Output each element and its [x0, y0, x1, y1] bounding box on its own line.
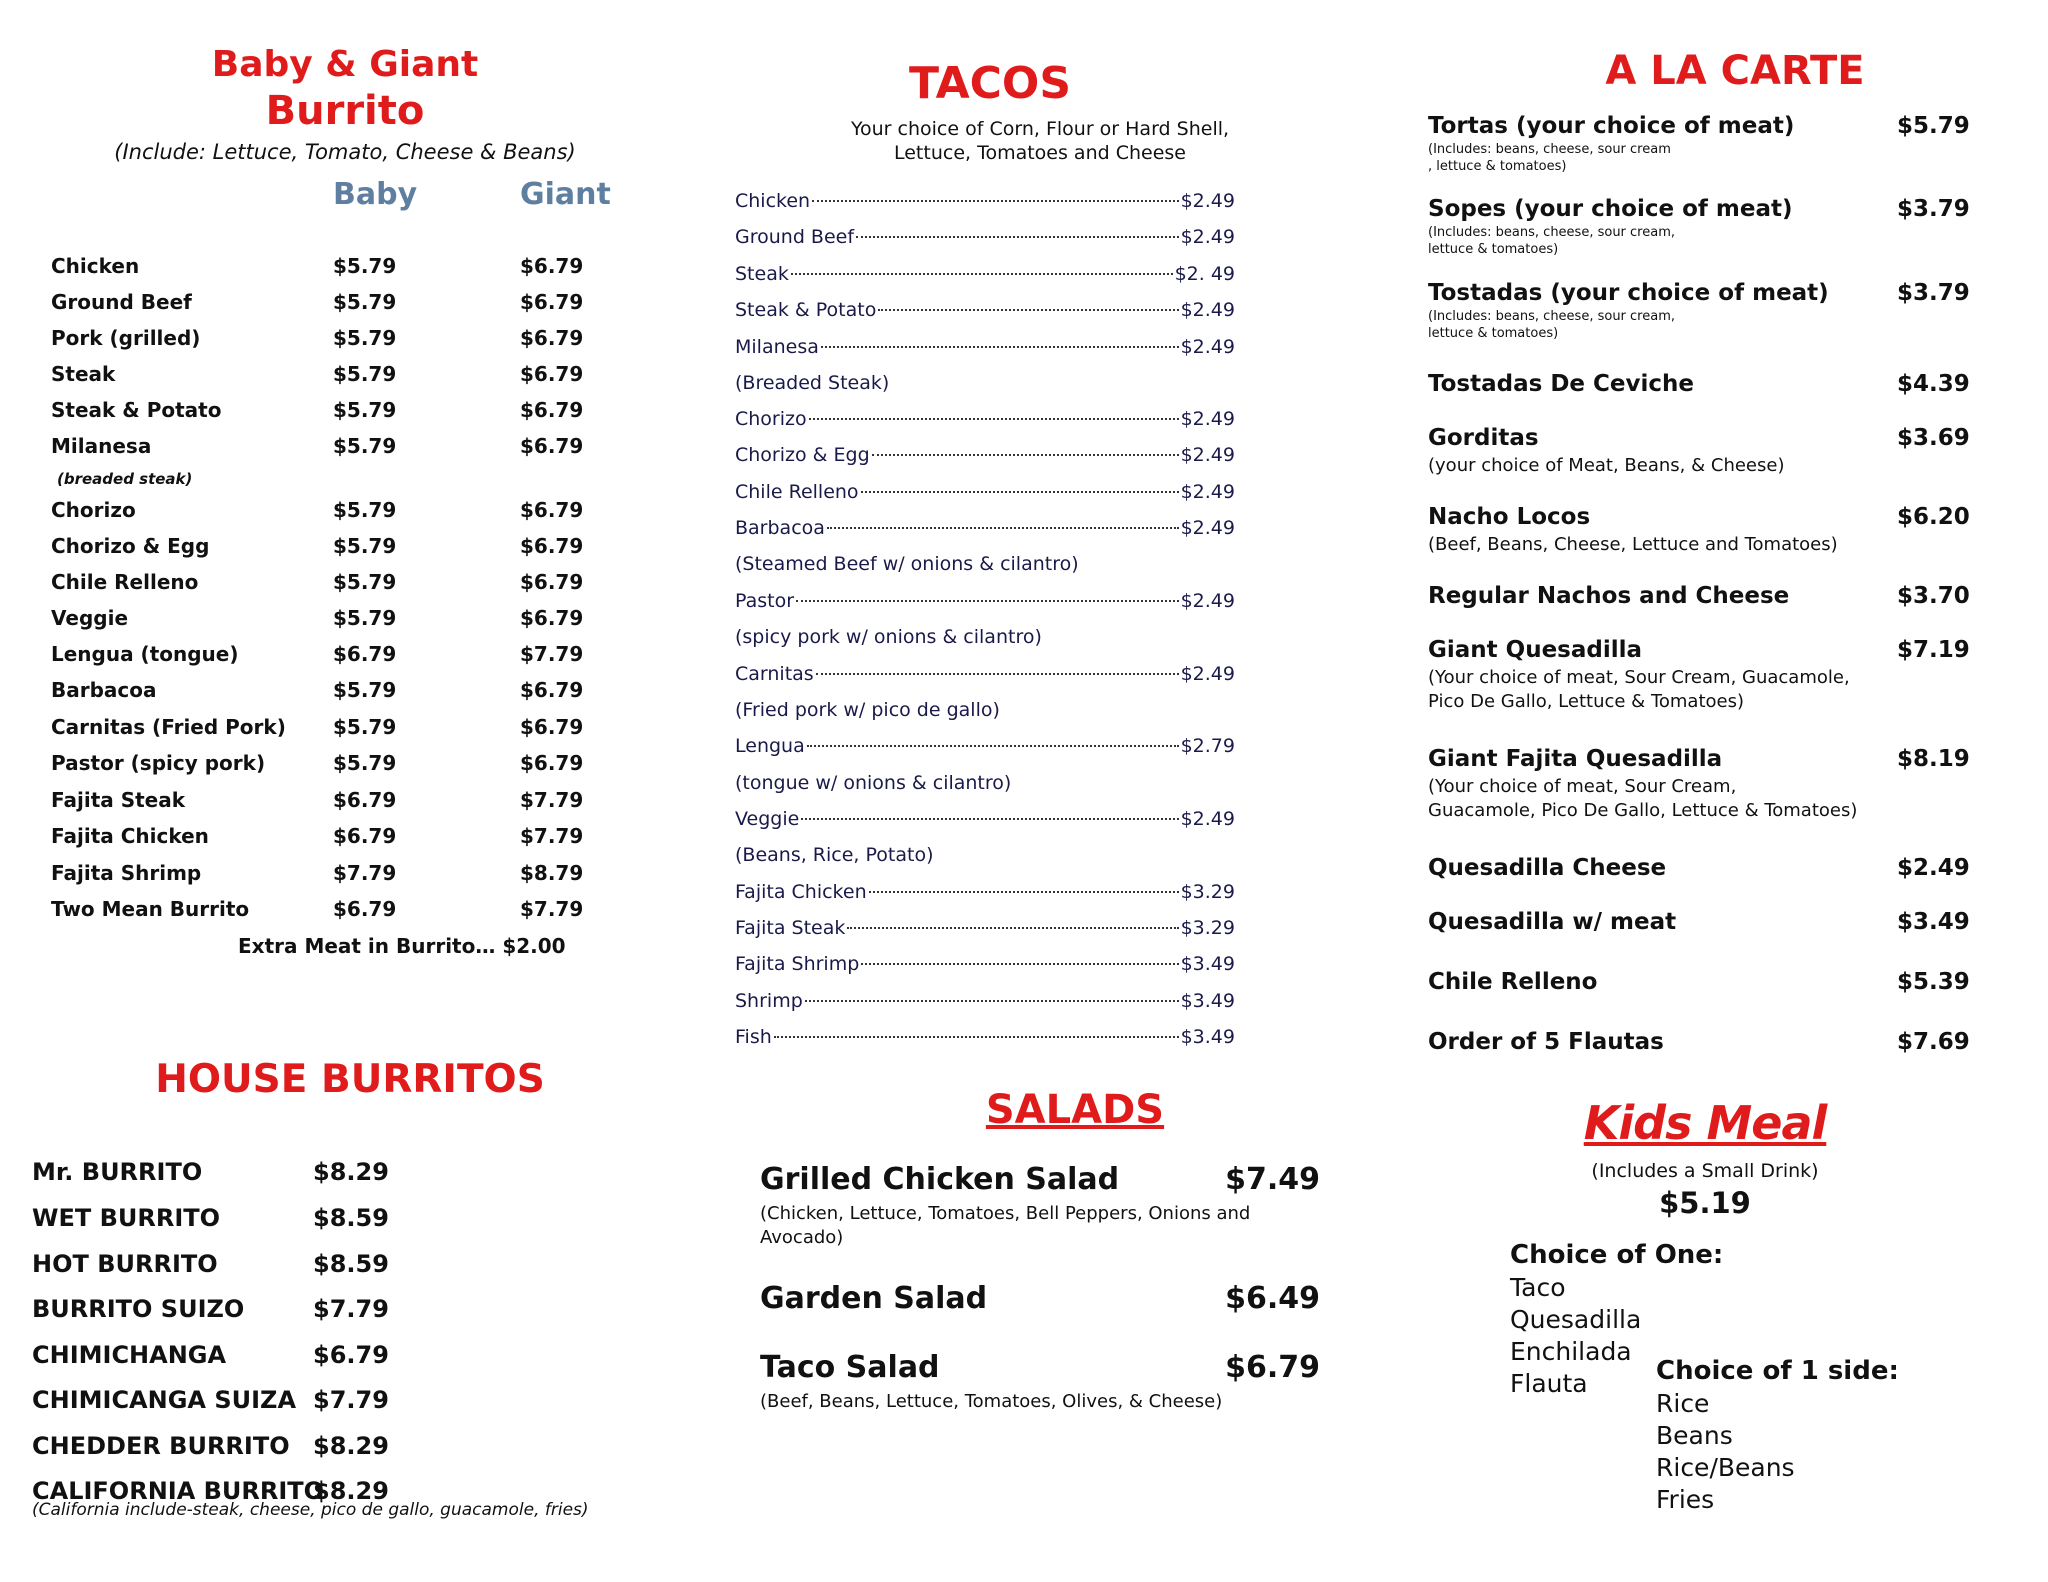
dot-leader	[861, 963, 1178, 965]
item-name: WET BURRITO	[32, 1204, 221, 1232]
item-price: $8.29	[313, 1158, 389, 1186]
item-name: Order of 5 Flautas	[1428, 1029, 1664, 1055]
item-name: Sopes (your choice of meat)	[1428, 196, 1793, 222]
choice-option: Taco	[1510, 1273, 1566, 1302]
dot-leader	[816, 673, 1179, 675]
item-name: Quesadilla w/ meat	[1428, 909, 1677, 935]
item-description: (Beef, Beans, Lettuce, Tomatoes, Olives, & Cheese)	[760, 1391, 1223, 1412]
item-price: $6.49	[1225, 1281, 1320, 1316]
item-name: Tostadas De Ceviche	[1428, 371, 1694, 397]
baby-price: $5.79	[333, 398, 397, 422]
item-price: $3.29	[1180, 917, 1235, 939]
item-name: Lengua (tongue)	[51, 642, 239, 666]
item-price: $2.49	[1180, 299, 1235, 321]
carnitas-description: (Fried pork w/ pico de gallo)	[735, 699, 1000, 721]
giant-price: $6.79	[520, 362, 584, 386]
item-price: $8.29	[313, 1432, 389, 1460]
extra-meat-note: Extra Meat in Burrito… $2.00	[238, 934, 566, 958]
item-name: CHEDDER BURRITO	[32, 1432, 290, 1460]
baby-price: $5.79	[333, 715, 397, 739]
item-name: Barbacoa	[51, 678, 157, 702]
baby-price: $5.79	[333, 498, 397, 522]
choice-one-label: Choice of One:	[1510, 1240, 1724, 1270]
taco-row	[735, 408, 1235, 436]
baby-price: $5.79	[333, 534, 397, 558]
item-name: Two Mean Burrito	[51, 897, 250, 921]
dot-leader	[827, 527, 1179, 529]
item-name: Milanesa	[735, 336, 819, 358]
item-name: Nacho Locos	[1428, 504, 1591, 530]
item-name: Pastor (spicy pork)	[51, 751, 266, 775]
item-name: Fajita Chicken	[51, 824, 209, 848]
item-price: $2. 49	[1174, 263, 1235, 285]
baby-price: $6.79	[333, 642, 397, 666]
item-name: CHIMICHANGA	[32, 1341, 227, 1369]
item-name: Mr. BURRITO	[32, 1158, 203, 1186]
baby-price: $5.79	[333, 290, 397, 314]
side-option: Fries	[1656, 1485, 1715, 1514]
kids-meal-title: Kids Meal	[1583, 1096, 1827, 1150]
salads-title: SALADS	[985, 1087, 1165, 1133]
taco-row	[735, 808, 1235, 836]
giant-price: $6.79	[520, 254, 584, 278]
item-name: Garden Salad	[760, 1281, 988, 1316]
item-price: $2.49	[1180, 590, 1235, 612]
baby-price: $5.79	[333, 678, 397, 702]
taco-row	[735, 917, 1235, 945]
item-price: $3.70	[1897, 583, 1970, 609]
baby-price: $5.79	[333, 254, 397, 278]
item-name: Fajita Steak	[51, 788, 186, 812]
item-price: $3.49	[1180, 953, 1235, 975]
giant-price: $6.79	[520, 534, 584, 558]
veggie-description: (Beans, Rice, Potato)	[735, 844, 934, 866]
item-price: $2.49	[1180, 408, 1235, 430]
item-name: Giant Fajita Quesadilla	[1428, 746, 1723, 772]
taco-row	[735, 735, 1235, 763]
giant-price: $6.79	[520, 715, 584, 739]
dot-leader	[872, 454, 1179, 456]
item-name: Chile Relleno	[735, 481, 859, 503]
item-name: Carnitas	[735, 663, 814, 685]
item-name: Chile Relleno	[51, 570, 199, 594]
item-price: $2.49	[1180, 517, 1235, 539]
giant-price: $6.79	[520, 751, 584, 775]
taco-row	[735, 444, 1235, 472]
giant-price: $7.79	[520, 642, 584, 666]
item-description: (Chicken, Lettuce, Tomatoes, Bell Peppers, Onions and Avocado)	[760, 1203, 1251, 1248]
baby-price: $6.79	[333, 824, 397, 848]
taco-row	[735, 517, 1235, 545]
baby-price: $5.79	[333, 606, 397, 630]
pastor-description: (spicy pork w/ onions & cilantro)	[735, 626, 1042, 648]
choice-side-list	[1656, 1388, 1795, 1516]
taco-row	[735, 990, 1235, 1018]
item-name: Pork (grilled)	[51, 326, 201, 350]
item-name: Tortas (your choice of meat)	[1428, 113, 1795, 139]
taco-row	[735, 263, 1235, 291]
baby-price: $5.79	[333, 751, 397, 775]
item-name: Fajita Chicken	[735, 881, 867, 903]
baby-price: $5.79	[333, 570, 397, 594]
giant-price: $6.79	[520, 326, 584, 350]
item-description: (Includes: beans, cheese, sour cream , lettuce & tomatoes)	[1428, 142, 1671, 174]
item-name: Veggie	[51, 606, 129, 630]
item-price: $3.49	[1180, 990, 1235, 1012]
item-price: $2.79	[1180, 735, 1235, 757]
taco-row	[735, 226, 1235, 254]
item-price: $7.79	[313, 1386, 389, 1414]
taco-row	[735, 481, 1235, 509]
baby-price: $5.79	[333, 362, 397, 386]
item-price: $6.20	[1897, 504, 1970, 530]
item-price: $8.29	[313, 1477, 389, 1505]
item-description: (Includes: beans, cheese, sour cream, lettuce & tomatoes)	[1428, 309, 1675, 341]
taco-row	[735, 299, 1235, 327]
item-name: Ground Beef	[735, 226, 855, 248]
giant-price: $6.79	[520, 570, 584, 594]
side-option: Rice	[1656, 1389, 1710, 1418]
dot-leader	[821, 346, 1179, 348]
item-price: $8.19	[1897, 746, 1970, 772]
side-option: Beans	[1656, 1421, 1733, 1450]
baby-price: $7.79	[333, 861, 397, 885]
item-name: Steak	[51, 362, 116, 386]
item-price: $6.79	[313, 1341, 389, 1369]
item-description: (Your choice of meat, Sour Cream, Guacamole, Pico De Gallo, Lettuce & Tomatoes)	[1428, 776, 1858, 821]
item-name: Chicken	[735, 190, 811, 212]
baby-price: $6.79	[333, 897, 397, 921]
dot-leader	[805, 1000, 1179, 1002]
barbacoa-description: (Steamed Beef w/ onions & cilantro)	[735, 553, 1079, 575]
giant-price: $6.79	[520, 498, 584, 522]
item-price: $8.59	[313, 1250, 389, 1278]
item-description: (Includes: beans, cheese, sour cream, lettuce & tomatoes)	[1428, 225, 1675, 257]
taco-row	[735, 881, 1235, 909]
item-name: Fajita Steak	[735, 917, 846, 939]
item-price: $5.79	[1897, 113, 1970, 139]
item-price: $7.49	[1225, 1162, 1320, 1197]
dot-leader	[807, 745, 1179, 747]
item-name: Milanesa	[51, 434, 152, 458]
giant-price: $6.79	[520, 606, 584, 630]
item-price: $7.69	[1897, 1029, 1970, 1055]
item-name: Chorizo & Egg	[51, 534, 210, 558]
item-price: $2.49	[1180, 190, 1235, 212]
baby-price: $5.79	[333, 434, 397, 458]
item-price: $8.59	[313, 1204, 389, 1232]
item-name: Fajita Shrimp	[51, 861, 202, 885]
item-name: Gorditas	[1428, 425, 1539, 451]
item-price: $3.79	[1897, 196, 1970, 222]
milanesa-note: (breaded steak)	[57, 470, 193, 488]
tacos-subtitle-line2: Lettuce, Tomatoes and Cheese	[893, 142, 1186, 164]
item-price: $7.79	[313, 1295, 389, 1323]
item-price: $3.69	[1897, 425, 1970, 451]
giant-price: $6.79	[520, 398, 584, 422]
item-price: $5.39	[1897, 969, 1970, 995]
item-name: HOT BURRITO	[32, 1250, 218, 1278]
item-name: Quesadilla Cheese	[1428, 855, 1667, 881]
baby-giant-subtitle: (Include: Lettuce, Tomato, Cheese & Beans)	[114, 140, 576, 164]
item-name: CHIMICANGA SUIZA	[32, 1386, 297, 1414]
item-name: Steak	[735, 263, 789, 285]
tacos-title: TACOS	[908, 58, 1072, 109]
dot-leader	[801, 818, 1178, 820]
item-name: Lengua	[735, 735, 805, 757]
baby-price: $6.79	[333, 788, 397, 812]
taco-row	[735, 1026, 1235, 1054]
baby-giant-title: Baby & Giant	[211, 44, 479, 85]
item-name: Grilled Chicken Salad	[760, 1162, 1120, 1197]
item-name: Regular Nachos and Cheese	[1428, 583, 1790, 609]
item-name: Steak & Potato	[51, 398, 222, 422]
item-name: Veggie	[735, 808, 800, 830]
item-price: $3.49	[1180, 1026, 1235, 1048]
item-name: Shrimp	[735, 990, 803, 1012]
item-name: Ground Beef	[51, 290, 192, 314]
giant-price: $6.79	[520, 290, 584, 314]
item-price: $3.79	[1897, 280, 1970, 306]
item-name: Taco Salad	[760, 1350, 940, 1385]
item-name: Tostadas (your choice of meat)	[1428, 280, 1829, 306]
item-description: (Your choice of meat, Sour Cream, Guacamole, Pico De Gallo, Lettuce & Tomatoes)	[1428, 667, 1850, 712]
item-name: Chicken	[51, 254, 140, 278]
choice-side-label: Choice of 1 side:	[1656, 1356, 1899, 1386]
kids-meal-price: $5.19	[1659, 1186, 1751, 1220]
choice-option: Quesadilla	[1510, 1305, 1642, 1334]
taco-row	[735, 663, 1235, 691]
dot-leader	[796, 600, 1179, 602]
item-name: Carnitas (Fried Pork)	[51, 715, 286, 739]
item-price: $2.49	[1180, 336, 1235, 358]
taco-row	[735, 590, 1235, 618]
item-name: Barbacoa	[735, 517, 825, 539]
dot-leader	[869, 891, 1179, 893]
item-price: $2.49	[1180, 808, 1235, 830]
item-price: $6.79	[1225, 1350, 1320, 1385]
item-name: Fish	[735, 1026, 772, 1048]
dot-leader	[812, 200, 1179, 202]
dot-leader	[809, 418, 1179, 420]
item-price: $3.49	[1897, 909, 1970, 935]
dot-leader	[774, 1036, 1179, 1038]
giant-price: $6.79	[520, 434, 584, 458]
item-price: $2.49	[1897, 855, 1970, 881]
item-price: $4.39	[1897, 371, 1970, 397]
dot-leader	[856, 236, 1179, 238]
choice-option: Flauta	[1510, 1369, 1588, 1398]
item-name: Chorizo & Egg	[735, 444, 870, 466]
item-description: (your choice of Meat, Beans, & Cheese)	[1428, 455, 1785, 476]
baby-column-header: Baby	[333, 177, 418, 212]
giant-column-header: Giant	[520, 177, 611, 212]
item-name: Fajita Shrimp	[735, 953, 860, 975]
item-name: CALIFORNIA BURRITO	[32, 1477, 325, 1505]
milanesa-description: (Breaded Steak)	[735, 372, 890, 394]
item-name: Steak & Potato	[735, 299, 877, 321]
item-price: $2.49	[1180, 663, 1235, 685]
item-price: $2.49	[1180, 444, 1235, 466]
burrito-title: Burrito	[265, 88, 425, 134]
giant-price: $8.79	[520, 861, 584, 885]
choice-option: Enchilada	[1510, 1337, 1632, 1366]
taco-row	[735, 953, 1235, 981]
a-la-carte-title: A LA CARTE	[1605, 48, 1865, 94]
item-name: Chorizo	[51, 498, 136, 522]
taco-row	[735, 336, 1235, 364]
dot-leader	[791, 273, 1173, 275]
california-note: (California include-steak, cheese, pico de gallo, guacamole, fries)	[32, 1500, 589, 1520]
lengua-description: (tongue w/ onions & cilantro)	[735, 772, 1012, 794]
dot-leader	[861, 491, 1179, 493]
giant-price: $7.79	[520, 824, 584, 848]
tacos-subtitle-line1: Your choice of Corn, Flour or Hard Shell,	[850, 118, 1230, 140]
item-name: Giant Quesadilla	[1428, 637, 1643, 663]
choice-one-list	[1510, 1272, 1641, 1400]
baby-price: $5.79	[333, 326, 397, 350]
taco-row	[735, 190, 1235, 218]
item-price: $3.29	[1180, 881, 1235, 903]
house-burritos-title: HOUSE BURRITOS	[155, 1057, 545, 1102]
item-name: Pastor	[735, 590, 795, 612]
giant-price: $7.79	[520, 788, 584, 812]
giant-price: $6.79	[520, 678, 584, 702]
giant-price: $7.79	[520, 897, 584, 921]
item-name: BURRITO SUIZO	[32, 1295, 245, 1323]
side-option: Rice/Beans	[1656, 1453, 1795, 1482]
item-name: Chorizo	[735, 408, 807, 430]
item-description: (Beef, Beans, Cheese, Lettuce and Tomatoes)	[1428, 534, 1838, 555]
dot-leader	[847, 927, 1178, 929]
item-price: $2.49	[1180, 226, 1235, 248]
kids-meal-subtitle: (Includes a Small Drink)	[1591, 1160, 1819, 1182]
item-name: Chile Relleno	[1428, 969, 1598, 995]
item-price: $7.19	[1897, 637, 1970, 663]
item-price: $2.49	[1180, 481, 1235, 503]
dot-leader	[878, 309, 1178, 311]
